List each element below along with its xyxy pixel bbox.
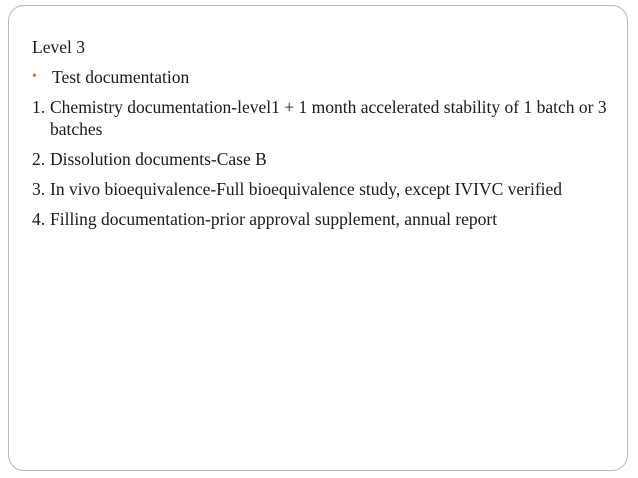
slide-heading: Level 3 <box>32 37 85 57</box>
item-text: Chemistry documentation-level1 + 1 month accelerated stability of 1 batch or 3 batches <box>50 97 607 139</box>
numbered-item-3 <box>32 178 612 200</box>
item-text: In vivo bioequivalence-Full bioequivalence study, except IVIVC verified <box>50 179 563 199</box>
item-number: 4. <box>32 209 46 229</box>
numbered-item-2 <box>32 148 612 170</box>
slide-content <box>32 36 612 238</box>
bullet-text: Test documentation <box>52 67 190 87</box>
numbered-item-1 <box>32 96 612 140</box>
item-number: 1. <box>32 97 46 117</box>
item-text: Dissolution documents-Case B <box>50 149 267 169</box>
bullet-icon: • <box>32 69 37 84</box>
numbered-item-4 <box>32 208 612 230</box>
item-number: 2. <box>32 149 46 169</box>
bullet-item <box>32 66 612 88</box>
item-text: Filling documentation-prior approval supplement, annual report <box>50 209 498 229</box>
item-number: 3. <box>32 179 46 199</box>
